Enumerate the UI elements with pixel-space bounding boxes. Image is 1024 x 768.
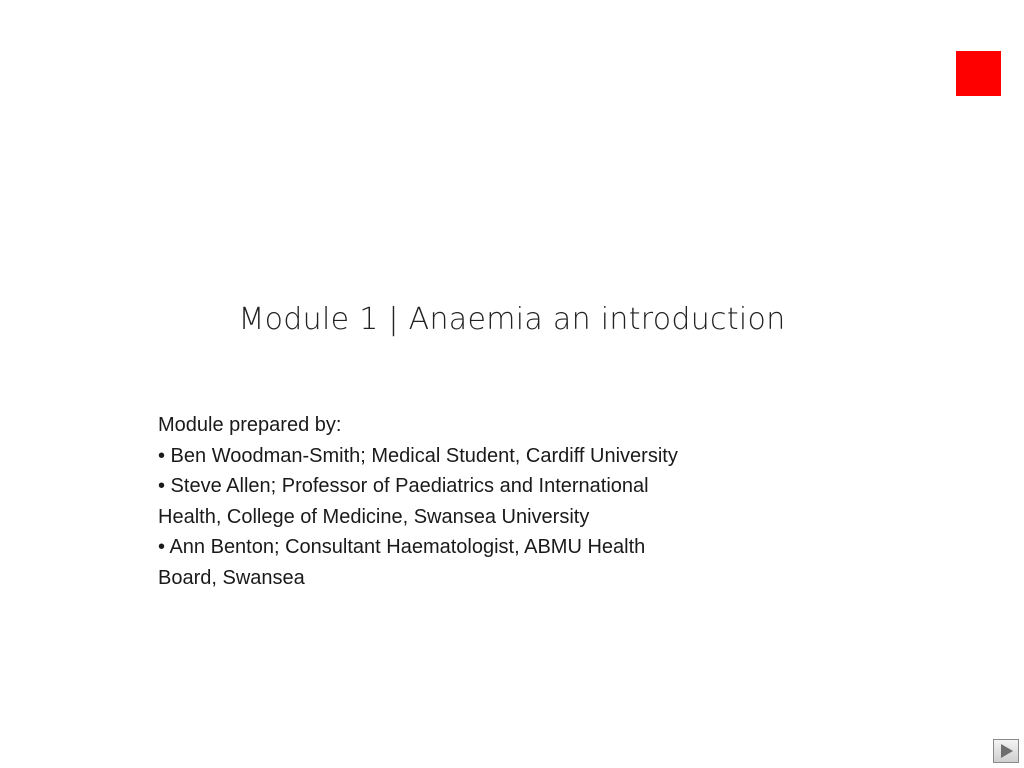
play-triangle-icon (994, 740, 1018, 762)
credit-line: Board, Swansea (158, 566, 305, 589)
red-square-decoration (956, 51, 1001, 96)
credit-line: • Ben Woodman-Smith; Medical Student, Cardiff University (158, 444, 678, 467)
credits-block (158, 410, 798, 593)
next-slide-button[interactable] (993, 739, 1019, 763)
credit-line: Health, College of Medicine, Swansea University (158, 505, 590, 528)
credit-line: • Ann Benton; Consultant Haematologist, ABMU Health (158, 536, 646, 558)
credit-line: • Steve Allen; Professor of Paediatrics and International (158, 475, 649, 497)
credits-heading: Module prepared by: (158, 414, 342, 436)
slide-title: Module 1 | Anaemia an introduction (238, 302, 786, 337)
